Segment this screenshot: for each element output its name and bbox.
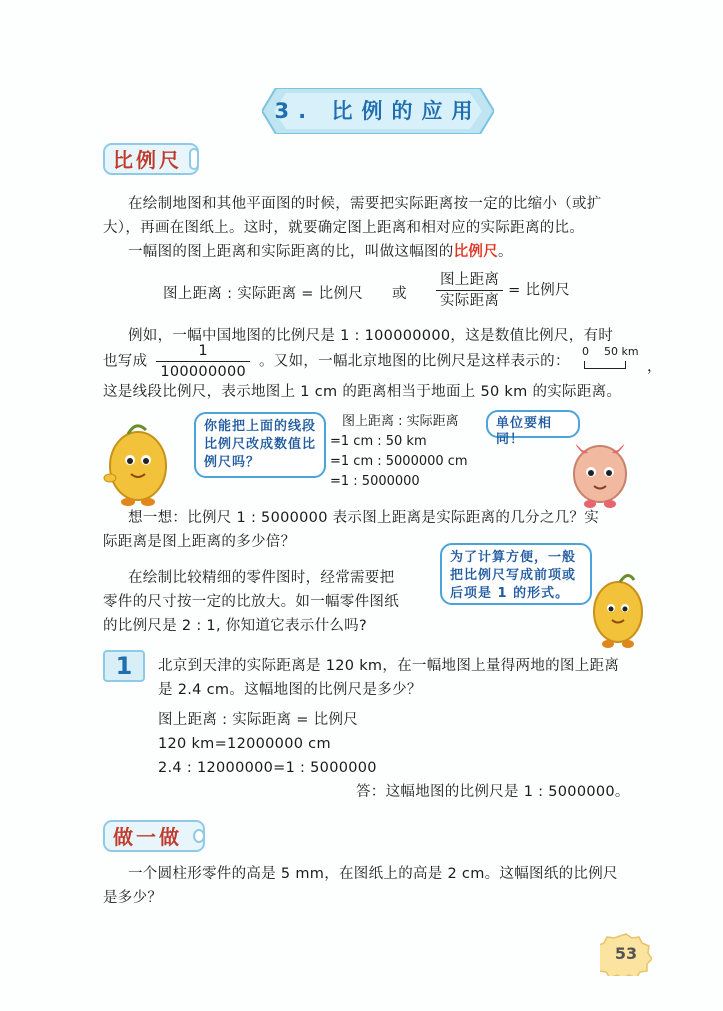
enlarge-line-1: 在绘制比较精细的零件图时，经常需要把: [128, 570, 395, 586]
intro-line-1: 在绘制地图和其他平面图的时候，需要把实际距离按一定的比缩小（或扩: [128, 196, 602, 212]
page-number: 53: [614, 944, 638, 963]
think-line-1: 想一想：比例尺 1 : 5000000 表示图上距离是实际距离的几分之几？实: [128, 510, 600, 526]
section-tag-practice: [103, 820, 205, 852]
practice-line-2: 是多少？: [103, 890, 163, 906]
speech-bubble-question: 你能把上面的线段比例尺改成数值比例尺吗？: [194, 412, 326, 478]
enlarge-line-3: 的比例尺是 2 : 1, 你知道它表示什么吗?: [103, 618, 367, 634]
calc-block: [330, 412, 490, 492]
solution-line-3: 2.4 : 12000000=1 : 5000000: [158, 760, 377, 776]
definition-end: 。: [498, 244, 513, 260]
solution-line-1: 图上距离 : 实际距离 = 比例尺: [158, 712, 359, 728]
line-scale: [582, 345, 644, 373]
potato-mascot-illustration-2: [584, 570, 650, 650]
calc-line: =1 : 5000000: [330, 474, 420, 489]
line-scale-bar: [584, 361, 626, 369]
fraction: [436, 270, 503, 311]
scroll-icon: [189, 148, 199, 170]
example-line-2-end: ，: [647, 359, 662, 375]
example-middle: 。又如，一幅北京地图的比例尺是这样表示的：: [258, 353, 570, 370]
formula-ratio: 图上距离 : 实际距离 = 比例尺: [163, 286, 364, 302]
example1-line-2: 是 2.4 cm。这幅地图的比例尺是多少？: [158, 682, 422, 698]
example-number: 1: [115, 652, 133, 680]
formula-or: 或: [392, 286, 407, 302]
intro-line-2: 大），再画在图纸上。这时，就要确定图上距离和相对应的实际距离的比。: [103, 220, 585, 236]
fraction-denominator: 实际距离: [440, 293, 500, 309]
formula-fraction: [436, 270, 570, 311]
example-fraction: [156, 341, 250, 382]
example-fraction-numerator: 1: [156, 341, 250, 362]
think-line-2: 际距离是图上距离的多少倍？: [103, 534, 296, 550]
calc-line: =1 cm : 50 km: [330, 434, 427, 449]
scroll-icon: [193, 829, 205, 843]
example-line-3: 这是线段比例尺，表示地图上 1 cm 的距离相当于地面上 50 km 的实际距离。: [103, 384, 622, 400]
example-fraction-denominator: 100000000: [160, 364, 247, 380]
speech-bubble-units: 单位要相同！: [486, 410, 580, 438]
calc-line: 图上距离 : 实际距离: [342, 414, 459, 429]
enlarge-line-2: 零件的尺寸按一定的比放大。如一幅零件图纸: [103, 594, 399, 610]
speech-bubble-tip: 为了计算方便，一般把比例尺写成前项或后项是 1 的形式。: [440, 543, 592, 605]
line-scale-label: 50 km: [604, 345, 639, 358]
example-line-2: [103, 341, 663, 381]
answer-line: 答：这幅地图的比例尺是 1 : 5000000。: [356, 784, 630, 800]
example1-line-1: 北京到天津的实际距离是 120 km，在一幅地图上量得两地的图上距离: [158, 658, 620, 674]
fraction-numerator: 图上距离: [436, 270, 503, 291]
girl-mascot-illustration: [560, 436, 640, 510]
practice-line-1: 一个圆柱形零件的高是 5 mm，在图纸上的高是 2 cm。这幅图纸的比例尺: [128, 866, 618, 882]
definition-line: [128, 240, 648, 264]
potato-mascot-illustration: [98, 418, 180, 510]
line-scale-zero: 0: [582, 345, 589, 358]
scale-keyword: 比例尺: [453, 244, 499, 260]
section-tag-label: 比例尺: [113, 148, 182, 172]
solution-line-2: 120 km=12000000 cm: [158, 736, 331, 752]
definition-text: 一幅图的图上距离和实际距离的比，叫做这幅图的: [128, 244, 454, 260]
example-prefix: 也写成: [103, 353, 148, 370]
section-tag-label-practice: 做一做: [113, 825, 182, 849]
formula-rhs: = 比例尺: [508, 282, 570, 299]
example-line-1: 例如，一幅中国地图的比例尺是 1 : 100000000，这是数值比例尺，有时: [128, 328, 614, 344]
section-tag-scale: [103, 143, 199, 175]
calc-line: =1 cm : 5000000 cm: [330, 454, 468, 469]
lesson-title: 3. 比例的应用: [274, 99, 482, 123]
